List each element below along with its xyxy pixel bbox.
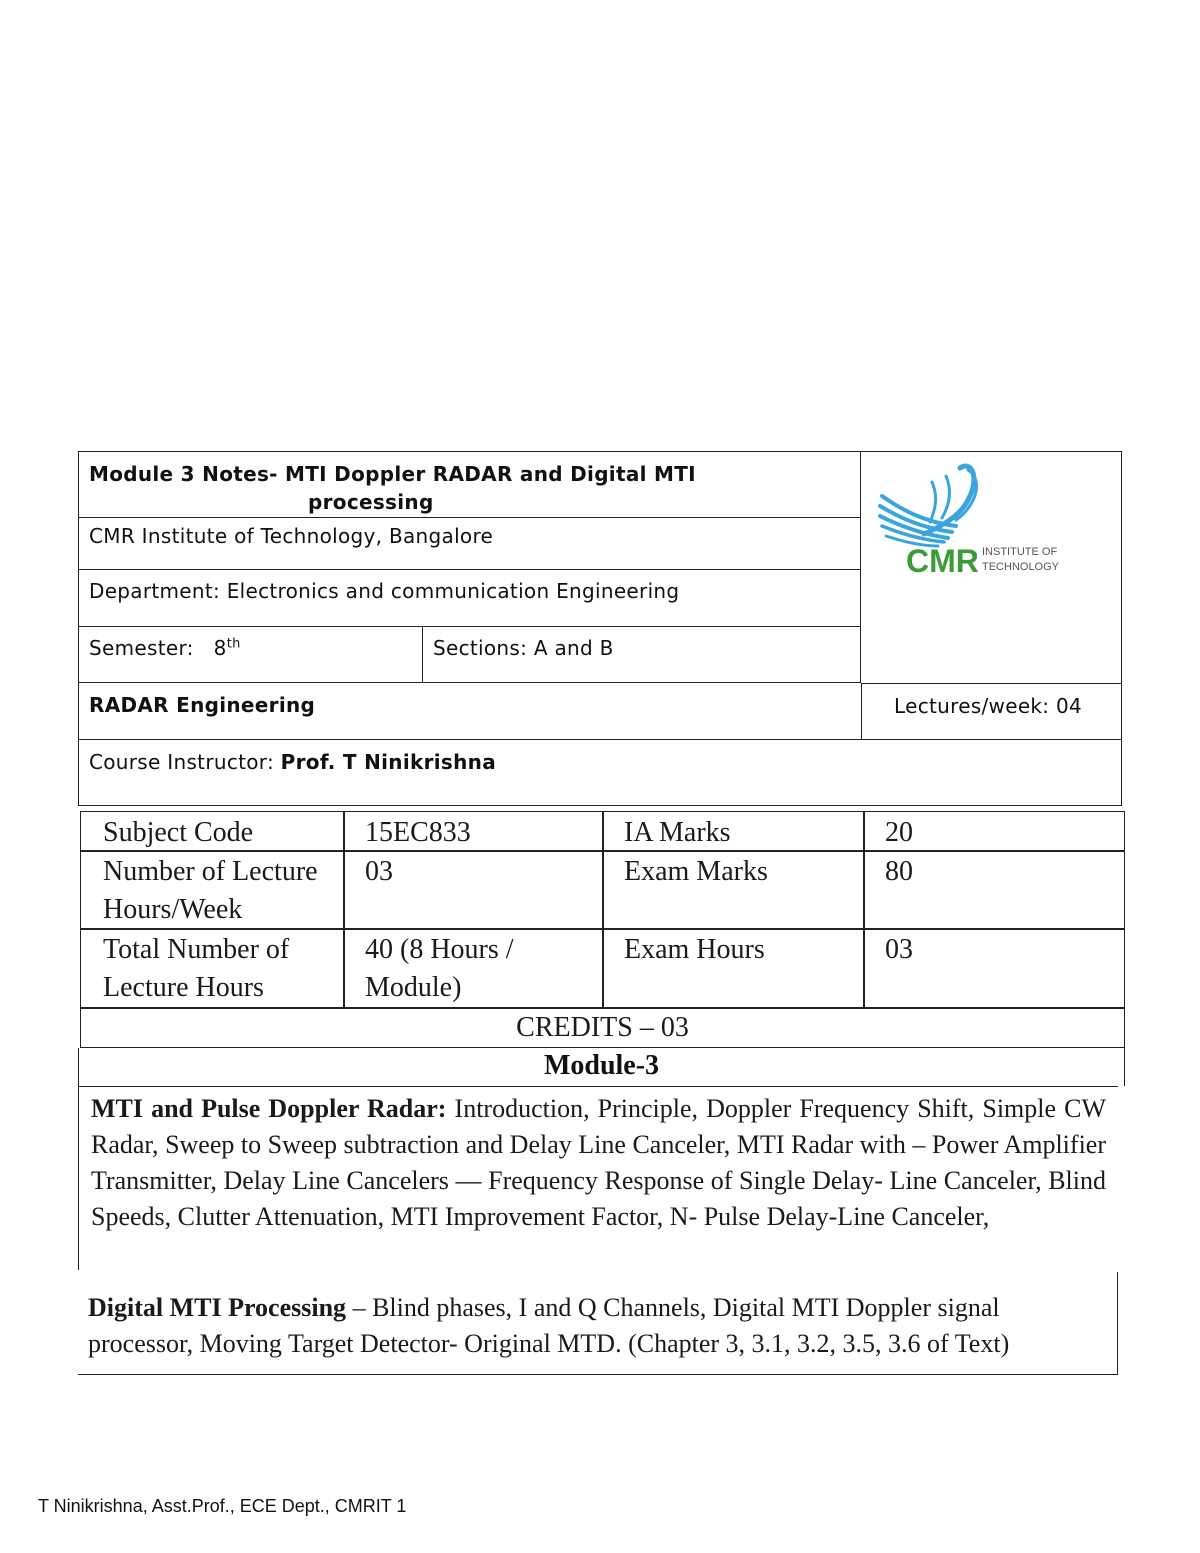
syllabus-table xyxy=(80,811,1125,1048)
institute-name: CMR Institute of Technology, Bangalore xyxy=(89,524,494,548)
course-cell xyxy=(79,683,862,740)
title-cell xyxy=(79,452,861,518)
section-digital-mti-text: Digital MTI Processing – Blind phases, I and Q Channels, Digital MTI Doppler signal processor, Moving Target Detector- Original MTD. (Chapter 3, 3.1, 3.2, 3.5, 3.6 of Text) xyxy=(88,1293,1010,1358)
table-cell-exam-hours-value: 03 xyxy=(885,934,913,965)
table-cell-total-hours-label: Total Number of Lecture Hours xyxy=(103,934,290,1003)
semester: Semester: 8th xyxy=(89,636,241,660)
document-title: Module 3 Notes- MTI Doppler RADAR and Digital MTI processing xyxy=(89,462,696,514)
department-name: Department: Electronics and communication Engineering xyxy=(89,579,680,603)
lectures-per-week: Lectures/week: 04 xyxy=(894,694,1083,718)
table-cell-lecture-hours-week-label: Number of Lecture Hours/Week xyxy=(103,856,318,925)
department-cell xyxy=(79,570,861,627)
course-name: RADAR Engineering xyxy=(89,693,316,717)
credits: CREDITS – 03 xyxy=(516,1012,689,1043)
sections-cell xyxy=(423,627,861,683)
institute-cell xyxy=(79,518,861,570)
table-cell-exam-marks-value: 80 xyxy=(885,856,913,887)
module-heading: Module-3 xyxy=(543,1050,660,1081)
swan-wing-icon xyxy=(872,460,1072,590)
course-instructor: Course Instructor: Prof. T Ninikrishna xyxy=(89,750,496,774)
institute-logo xyxy=(872,460,1072,590)
page-footer: T Ninikrishna, Asst.Prof., ECE Dept., CMRIT 1 xyxy=(38,1496,407,1516)
table-cell-ia-marks-label: IA Marks xyxy=(624,817,731,848)
lectures-cell xyxy=(862,683,1121,740)
table-cell-total-hours-value: 40 (8 Hours / Module) xyxy=(365,934,514,1003)
instructor-cell xyxy=(79,740,1121,805)
svg-text:CMR: CMR xyxy=(906,543,979,579)
table-cell-subject-code-label: Subject Code xyxy=(103,817,254,848)
table-cell-exam-hours-label: Exam Hours xyxy=(624,934,765,965)
section-digital-mti-box xyxy=(78,1272,1118,1375)
table-cell-exam-marks-label: Exam Marks xyxy=(624,856,768,887)
table-cell-lecture-hours-week-value: 03 xyxy=(365,856,393,887)
svg-text:TECHNOLOGY: TECHNOLOGY xyxy=(982,561,1060,573)
semester-cell xyxy=(79,627,423,683)
table-cell-ia-marks-value: 20 xyxy=(885,817,913,848)
table-cell-subject-code-value: 15EC833 xyxy=(365,817,471,848)
section-mti-text: MTI and Pulse Doppler Radar: Introduction, Principle, Doppler Frequency Shift, Simple CW Radar, Sweep to Sweep subtraction and Delay Line Canceler, MTI Radar with – Power Amplifier Transmitter, Delay Line Cancelers — Frequency Response of Single Delay- Line Canceler, Blind Speeds, Clutter Attenuation, MTI Improvement Factor, N- Pulse Delay-Line Canceler, xyxy=(91,1094,1107,1231)
module-heading-box xyxy=(78,1048,1125,1086)
section-mti-box xyxy=(78,1086,1118,1270)
sections: Sections: A and B xyxy=(433,636,614,660)
svg-text:INSTITUTE OF: INSTITUTE OF xyxy=(982,546,1058,558)
